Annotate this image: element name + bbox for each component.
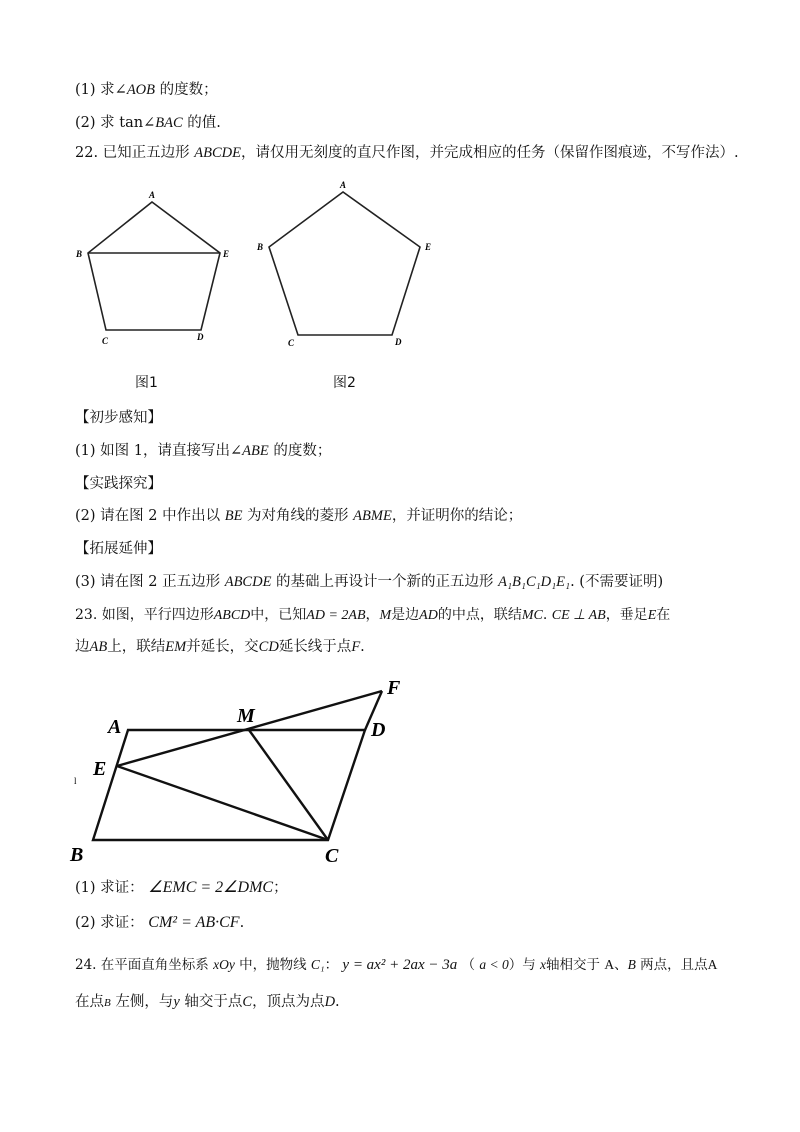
q22-part3	[75, 572, 663, 592]
text: ；	[273, 880, 288, 896]
text: 边	[75, 639, 90, 655]
text: 的度数；	[159, 82, 218, 98]
q22-part2	[75, 506, 522, 526]
text: 如图 1，请直接写出∠	[100, 443, 243, 459]
text: .	[542, 607, 548, 623]
q22-stem	[75, 143, 739, 163]
label-C: C	[325, 845, 339, 867]
text: 求证：	[100, 915, 144, 931]
angle-var: AOB	[126, 82, 155, 98]
segment-MC	[249, 730, 328, 840]
text: 在点	[75, 994, 104, 1010]
text: .	[335, 994, 340, 1010]
math: MC	[521, 608, 543, 623]
text: . (不需要证明)	[570, 574, 664, 590]
math: ABCD	[213, 608, 251, 623]
part-number: (1)	[75, 880, 96, 896]
text: 中，已知	[250, 607, 307, 623]
math: C₁	[310, 957, 325, 972]
math: CE ⊥ AB	[551, 608, 606, 623]
text: 是边	[391, 607, 420, 623]
text: ，并证明你的结论；	[391, 508, 523, 524]
math: CD	[258, 639, 279, 655]
math: EM	[165, 639, 187, 655]
rhombus-var: ABME	[353, 508, 392, 524]
math: AD = 2AB	[306, 608, 366, 623]
part-number: (2)	[75, 508, 96, 524]
angle-var: BAC	[155, 115, 183, 131]
section-preliminary: 【初步感知】	[75, 410, 162, 426]
text: .	[239, 915, 245, 931]
math: D	[324, 994, 336, 1010]
math-expression: ∠EMC = 2∠DMC	[148, 879, 274, 896]
question-number: 22.	[75, 145, 99, 161]
segment-EC	[117, 766, 328, 840]
math: x	[540, 957, 547, 972]
figure-1-caption: 图1	[135, 375, 158, 391]
q23-part1	[75, 878, 288, 898]
text: 轴相交于	[546, 957, 601, 973]
text: 的值.	[187, 115, 221, 131]
text: 的基础上再设计一个新的正五边形	[276, 574, 494, 590]
angle-var: ABE	[242, 443, 269, 459]
text: 两点，且点	[640, 957, 708, 973]
segment-var: BE	[224, 508, 243, 524]
new-polygon-var: A₁B₁C₁D₁E₁	[498, 574, 571, 590]
part-number: (2)	[75, 915, 96, 931]
text: 在平面直角坐标系	[100, 957, 209, 973]
q23-part2	[75, 913, 244, 933]
label-E: E	[425, 242, 432, 252]
pentagon-outline	[269, 192, 420, 335]
text: 中，抛物线	[239, 957, 307, 973]
q21-part2	[75, 113, 221, 133]
section-extension: 【拓展延伸】	[75, 541, 162, 557]
math: A	[604, 957, 615, 972]
figure-1-pentagon	[70, 185, 240, 355]
text: 上，联结	[107, 639, 166, 655]
text: 已知正五边形	[102, 145, 190, 161]
text: 的度数；	[273, 443, 332, 459]
label-C: C	[102, 336, 109, 346]
question-number: 23.	[75, 607, 98, 623]
label-E: E	[223, 249, 230, 259]
math-expression: CM² = AB·CF	[148, 914, 240, 931]
section-practice: 【实践探究】	[75, 476, 162, 492]
text: ，顶点为点	[252, 994, 325, 1010]
q22-part1	[75, 441, 331, 461]
label-F: F	[387, 677, 401, 699]
label-D: D	[395, 337, 402, 347]
text: 的中点，联结	[437, 607, 522, 623]
text: 轴交于点	[184, 994, 243, 1010]
label-E: E	[93, 758, 107, 780]
math: xOy	[213, 957, 235, 972]
text: ）与	[508, 957, 536, 973]
q24-stem-line2	[75, 992, 340, 1013]
text: ，	[365, 607, 380, 623]
figure-parallelogram	[60, 670, 420, 875]
math: B	[104, 997, 111, 1009]
label-A: A	[149, 190, 156, 200]
text: 为对角线的菱形	[247, 508, 349, 524]
q24-stem-line1	[75, 955, 717, 975]
polygon-var: ABCDE	[224, 574, 272, 590]
text: 、	[614, 957, 628, 973]
label-M: M	[237, 705, 255, 727]
label-A: A	[108, 716, 122, 738]
math: M	[379, 608, 392, 623]
text: 延长线于点	[278, 639, 352, 655]
q23-stem-line1	[75, 605, 670, 626]
polygon-var: ABCDE	[194, 145, 241, 161]
text: ，垂足	[605, 607, 648, 623]
math: y	[173, 994, 180, 1010]
text: 在	[656, 607, 671, 623]
part-number: (3)	[75, 574, 96, 590]
text: 请在图 2 正五边形	[100, 574, 221, 590]
q21-part1	[75, 80, 218, 100]
label-C: C	[288, 338, 295, 348]
math: A	[707, 957, 718, 972]
text: （	[461, 957, 476, 973]
label-D: D	[197, 332, 204, 342]
label-B: B	[70, 844, 84, 866]
figure-2-caption: 图2	[333, 375, 356, 391]
figure-2-pentagon	[255, 178, 440, 353]
text: 请在图 2 中作出以	[100, 508, 221, 524]
math: B	[627, 957, 636, 972]
part-number: (1)	[75, 82, 96, 98]
label-B: B	[257, 242, 264, 252]
text: .	[360, 639, 365, 655]
parabola-equation: y = ax² + 2ax − 3a	[342, 957, 458, 973]
math: a < 0	[479, 957, 509, 972]
math: E	[647, 608, 657, 623]
text: 求证：	[100, 880, 144, 896]
text: 如图，平行四边形	[101, 607, 214, 623]
math: AB	[89, 639, 108, 655]
text: 求 tan∠	[100, 115, 156, 131]
question-number: 24.	[75, 957, 97, 973]
stray-mark: l	[74, 776, 77, 786]
pentagon-outline	[88, 202, 220, 330]
text: 求∠	[100, 82, 127, 98]
text: ，请仅用无刻度的直尺作图，并完成相应的任务（保留作图痕迹，不写作法）.	[241, 145, 739, 161]
text: 左侧，与	[115, 994, 174, 1010]
part-number: (2)	[75, 115, 96, 131]
q23-stem-line2	[75, 637, 365, 657]
label-A: A	[340, 180, 347, 190]
parallelogram-ABCD	[93, 730, 365, 840]
text: ：	[324, 957, 339, 973]
segment-EF	[117, 691, 382, 766]
part-number: (1)	[75, 443, 96, 459]
math: F	[351, 639, 361, 655]
math: C	[242, 994, 253, 1010]
text: 并延长，交	[186, 639, 259, 655]
math: AD	[419, 608, 438, 623]
label-D: D	[371, 719, 386, 741]
label-B: B	[76, 249, 83, 259]
